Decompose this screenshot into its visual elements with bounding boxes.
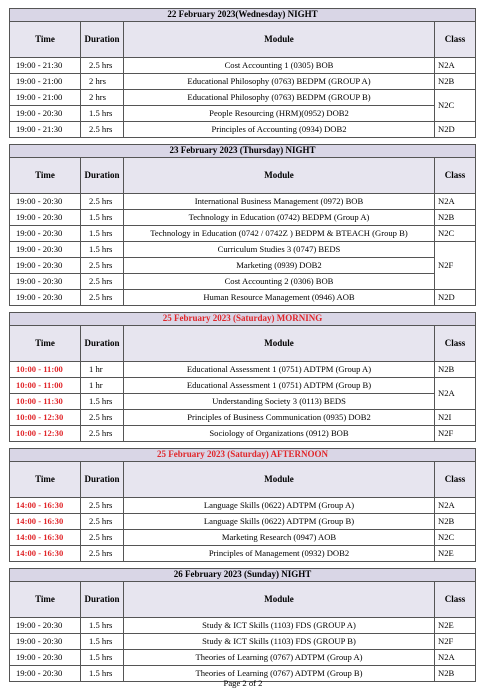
time-cell: 19:00 - 20:30 (10, 210, 81, 226)
module-cell: Technology in Education (0742 / 0742Z ) BEDPM & BTEACH (Group B) (124, 226, 435, 242)
time-cell: 19:00 - 20:30 (10, 274, 81, 290)
table-row (10, 90, 476, 106)
table-row (10, 650, 476, 666)
class-cell: N2D (435, 122, 476, 138)
duration-cell: 1 hr (81, 362, 124, 378)
table-row (10, 410, 476, 426)
time-cell: 19:00 - 20:30 (10, 634, 81, 650)
header-module: Module (124, 582, 435, 618)
duration-cell: 2.5 hrs (81, 514, 124, 530)
duration-cell: 2.5 hrs (81, 426, 124, 442)
header-module: Module (124, 22, 435, 58)
time-cell: 19:00 - 20:30 (10, 290, 81, 306)
time-cell: 19:00 - 20:30 (10, 258, 81, 274)
day-title: 23 February 2023 (Thursday) NIGHT (10, 145, 476, 158)
module-cell: Marketing Research (0947) AOB (124, 530, 435, 546)
time-cell: 19:00 - 21:00 (10, 74, 81, 90)
table-row (10, 106, 476, 122)
time-cell: 14:00 - 16:30 (10, 514, 81, 530)
header-duration: Duration (81, 158, 124, 194)
time-cell: 19:00 - 20:30 (10, 666, 81, 682)
duration-cell: 1.5 hrs (81, 666, 124, 682)
header-module: Module (124, 158, 435, 194)
header-time: Time (10, 22, 81, 58)
table-row (10, 290, 476, 306)
table-row (10, 58, 476, 74)
module-cell: Technology in Education (0742) BEDPM (Group A) (124, 210, 435, 226)
table-row (10, 274, 476, 290)
duration-cell: 2 hrs (81, 90, 124, 106)
day-title: 25 February 2023 (Saturday) AFTERNOON (10, 449, 476, 462)
duration-cell: 1.5 hrs (81, 650, 124, 666)
table-row (10, 618, 476, 634)
duration-cell: 2.5 hrs (81, 546, 124, 562)
module-cell: Educational Assessment 1 (0751) ADTPM (Group A) (124, 362, 435, 378)
time-cell: 14:00 - 16:30 (10, 498, 81, 514)
module-cell: Educational Philosophy (0763) BEDPM (GROUP A) (124, 74, 435, 90)
module-cell: Study & ICT Skills (1103) FDS (GROUP A) (124, 618, 435, 634)
module-cell: Human Resource Management (0946) AOB (124, 290, 435, 306)
class-cell: N2C (435, 530, 476, 546)
class-cell: N2F (435, 634, 476, 650)
table-row (10, 242, 476, 258)
table-row (10, 74, 476, 90)
duration-cell: 2.5 hrs (81, 274, 124, 290)
module-cell: Study & ICT Skills (1103) FDS (GROUP B) (124, 634, 435, 650)
time-cell: 10:00 - 11:30 (10, 394, 81, 410)
header-time: Time (10, 462, 81, 498)
class-cell: N2B (435, 666, 476, 682)
header-duration: Duration (81, 582, 124, 618)
table-row (10, 514, 476, 530)
day-block (9, 568, 475, 682)
time-cell: 19:00 - 20:30 (10, 242, 81, 258)
header-class: Class (435, 462, 476, 498)
class-cell: N2A (435, 378, 476, 410)
class-cell: N2I (435, 410, 476, 426)
duration-cell: 2.5 hrs (81, 530, 124, 546)
module-cell: Language Skills (0622) ADTPM (Group A) (124, 498, 435, 514)
class-cell: N2A (435, 498, 476, 514)
module-cell: Cost Accounting 2 (0306) BOB (124, 274, 435, 290)
class-cell: N2C (435, 90, 476, 122)
module-cell: Sociology of Organizations (0912) BOB (124, 426, 435, 442)
module-cell: International Business Management (0972) BOB (124, 194, 435, 210)
module-cell: Principles of Accounting (0934) DOB2 (124, 122, 435, 138)
header-duration: Duration (81, 462, 124, 498)
header-class: Class (435, 582, 476, 618)
exam-timetable (9, 8, 475, 688)
table-row (10, 394, 476, 410)
time-cell: 19:00 - 20:30 (10, 106, 81, 122)
module-cell: Theories of Learning (0767) ADTPM (Group B) (124, 666, 435, 682)
table-row (10, 378, 476, 394)
module-cell: Principles of Management (0932) DOB2 (124, 546, 435, 562)
module-cell: Understanding Society 3 (0113) BEDS (124, 394, 435, 410)
table-row (10, 210, 476, 226)
header-class: Class (435, 22, 476, 58)
table-row (10, 498, 476, 514)
time-cell: 19:00 - 20:30 (10, 650, 81, 666)
header-duration: Duration (81, 326, 124, 362)
module-cell: Educational Philosophy (0763) BEDPM (GROUP B) (124, 90, 435, 106)
time-cell: 10:00 - 12:30 (10, 410, 81, 426)
class-cell: N2D (435, 290, 476, 306)
duration-cell: 2.5 hrs (81, 258, 124, 274)
duration-cell: 1.5 hrs (81, 106, 124, 122)
duration-cell: 1 hr (81, 378, 124, 394)
table-row (10, 226, 476, 242)
table-row (10, 546, 476, 562)
duration-cell: 1.5 hrs (81, 242, 124, 258)
duration-cell: 2.5 hrs (81, 194, 124, 210)
module-cell: Educational Assessment 1 (0751) ADTPM (Group B) (124, 378, 435, 394)
time-cell: 19:00 - 21:00 (10, 90, 81, 106)
class-cell: N2F (435, 242, 476, 290)
module-cell: Curriculum Studies 3 (0747) BEDS (124, 242, 435, 258)
time-cell: 10:00 - 12:30 (10, 426, 81, 442)
class-cell: N2B (435, 210, 476, 226)
class-cell: N2E (435, 618, 476, 634)
header-module: Module (124, 462, 435, 498)
header-time: Time (10, 582, 81, 618)
module-cell: People Resourcing (HRM)(0952) DOB2 (124, 106, 435, 122)
class-cell: N2A (435, 650, 476, 666)
duration-cell: 1.5 hrs (81, 634, 124, 650)
duration-cell: 1.5 hrs (81, 394, 124, 410)
day-title: 22 February 2023(Wednesday) NIGHT (10, 9, 476, 22)
time-cell: 19:00 - 20:30 (10, 226, 81, 242)
table-row (10, 362, 476, 378)
day-block (9, 312, 475, 442)
time-cell: 10:00 - 11:00 (10, 378, 81, 394)
class-cell: N2F (435, 426, 476, 442)
day-title: 26 February 2023 (Sunday) NIGHT (10, 569, 476, 582)
day-block (9, 8, 475, 138)
duration-cell: 2.5 hrs (81, 290, 124, 306)
time-cell: 10:00 - 11:00 (10, 362, 81, 378)
duration-cell: 2.5 hrs (81, 58, 124, 74)
duration-cell: 1.5 hrs (81, 210, 124, 226)
module-cell: Marketing (0939) DOB2 (124, 258, 435, 274)
duration-cell: 2 hrs (81, 74, 124, 90)
module-cell: Language Skills (0622) ADTPM (Group B) (124, 514, 435, 530)
time-cell: 14:00 - 16:30 (10, 546, 81, 562)
time-cell: 19:00 - 21:30 (10, 122, 81, 138)
duration-cell: 2.5 hrs (81, 410, 124, 426)
day-block (9, 448, 475, 562)
header-time: Time (10, 158, 81, 194)
time-cell: 14:00 - 16:30 (10, 530, 81, 546)
duration-cell: 1.5 hrs (81, 618, 124, 634)
table-row (10, 194, 476, 210)
table-row (10, 634, 476, 650)
header-time: Time (10, 326, 81, 362)
header-module: Module (124, 326, 435, 362)
class-cell: N2A (435, 194, 476, 210)
duration-cell: 1.5 hrs (81, 226, 124, 242)
header-duration: Duration (81, 22, 124, 58)
page-number: Page 2 of 2 (223, 678, 263, 688)
class-cell: N2E (435, 546, 476, 562)
time-cell: 19:00 - 20:30 (10, 618, 81, 634)
table-row (10, 426, 476, 442)
time-cell: 19:00 - 20:30 (10, 194, 81, 210)
duration-cell: 2.5 hrs (81, 122, 124, 138)
table-row (10, 122, 476, 138)
table-row (10, 258, 476, 274)
header-class: Class (435, 158, 476, 194)
class-cell: N2B (435, 362, 476, 378)
header-class: Class (435, 326, 476, 362)
module-cell: Cost Accounting 1 (0305) BOB (124, 58, 435, 74)
class-cell: N2A (435, 58, 476, 74)
module-cell: Theories of Learning (0767) ADTPM (Group A) (124, 650, 435, 666)
day-title: 25 February 2023 (Saturday) MORNING (10, 313, 476, 326)
class-cell: N2C (435, 226, 476, 242)
day-block (9, 144, 475, 306)
duration-cell: 2.5 hrs (81, 498, 124, 514)
module-cell: Principles of Business Communication (0935) DOB2 (124, 410, 435, 426)
class-cell: N2B (435, 514, 476, 530)
class-cell: N2B (435, 74, 476, 90)
table-row (10, 530, 476, 546)
time-cell: 19:00 - 21:30 (10, 58, 81, 74)
